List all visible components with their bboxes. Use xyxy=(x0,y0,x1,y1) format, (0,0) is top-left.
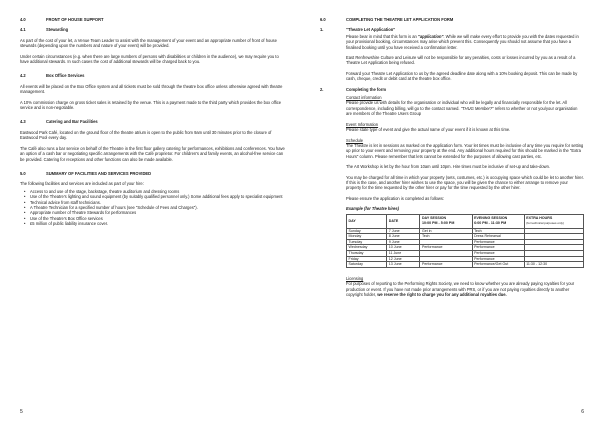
table-cell: 9 June xyxy=(387,239,420,245)
schedule-paragraph-1: The Theatre is let in sessions as marked on the application form. Your let times must be inclusive of any time you require for setting up prior to your event and removing your property at the end. Any additional hours required for this should be marked in the "Extra Hours" column. Please remember that lets cannot be extended for the purposes of allowing cast parties, etc. xyxy=(346,142,584,159)
application-paragraph-2: East Renfrewshire Culture and Leisure will not be responsible for any penalties, costs or losses incurred by you as a result of a Theatre Let Application being refused. xyxy=(346,55,576,66)
contact-info-title: Contact information xyxy=(346,95,382,101)
table-cell: 7 June xyxy=(387,228,420,234)
section-4-0-heading: 4.0 FRONT OF HOUSE SUPPORT xyxy=(20,17,104,22)
right-column xyxy=(320,17,584,302)
table-cell: Performance xyxy=(420,245,472,251)
table-cell: Thursday xyxy=(347,250,387,256)
table-header-evening-session: EVENING SESSION 6:00 PM - 11:30 PM xyxy=(472,214,524,228)
page-number: 6 xyxy=(581,408,584,415)
schedule-paragraph-2: The Art Workshop is let by the hour from 10am until 10pm. Hire times must be inclusive of set-up and take-down. xyxy=(346,164,551,170)
contact-info-paragraph: Please provide us with details for the organisation or individual who will be legally and financially responsible for the let. All correspondence, including billing, will go to the contact named. "THUG Member?" refers to whether or not you/your organisation are members of the Theatre Users Group xyxy=(346,100,578,117)
schedule-title: Schedule xyxy=(346,137,364,143)
table-cell: 11 June xyxy=(387,250,420,256)
list-item: • Appropriate number of Theatre Stewards for performances xyxy=(20,210,286,215)
box-office-paragraph-1: All events will be placed on the Box Office system and all tickets must be sold through the theatre box office unless otherwise agreed with theatre management. xyxy=(20,83,283,95)
table-cell: Performance/Get Out xyxy=(472,262,524,268)
section-4-1-heading: 4.1 Stewarding xyxy=(20,27,69,33)
section-4-2-heading: 4.2 Box Office Services xyxy=(20,73,85,79)
table-cell: Saturday xyxy=(347,262,387,268)
list-item: • Access to and use of the stage, backstage, theatre auditorium and dressing rooms xyxy=(20,189,286,194)
table-cell: Performance xyxy=(472,239,524,245)
table-cell: 11:30 - 12:30 xyxy=(524,262,583,268)
table-header-extra-hours: EXTRA HOURS (for technical purposes only) xyxy=(524,214,583,228)
table-cell: Get in xyxy=(420,228,472,234)
event-info-title: Event Information xyxy=(346,121,379,127)
facilities-list xyxy=(20,189,286,227)
table-row xyxy=(347,262,584,268)
list-item: • £5 million of public liability insurance cover. xyxy=(20,221,286,226)
example-schedule-table xyxy=(346,214,584,268)
table-cell: Monday xyxy=(347,234,387,240)
table-cell: Performance xyxy=(420,262,472,268)
item-2: 2. Completing the form Contact information Please provide us with details for the organisation or individual who will be legally and financially responsible for the let. All correspondence, including billing, will go to the contact named. "THUG Member?" refers to whether or not you/your organisation are members of the Theatre Users Group Event Information Please state type of event and give the actual name of your event if it is known at this time. Schedule The Theatre is let in sessions as marked on the application form. Your let times must be inclusive of any time you require for setting up prior to your event and removing your property at the end. Any additional hours required for this should be marked in the "Extra Hours" column. Please remember that lets cannot be extended for the purposes of allowing cast parties, etc. The Art Workshop is let by the hour from 10am until 10pm. Hire times must be inclusive of set-up and take-down. You may be charged for all time in which your property (sets, costumes, etc.) is occupying space which could be let to another hirer. If this is the case, and another hirer wishes to use the space, you will be given the chance to either arrange to remove your property for the time requested by the other hirer or pay for the time requested by the other hirer. Please ensure the application is completed as follows: Example (for Theatre hires) DAY DATE DAY SESSION 10:00 PM - 5:00 PM EVENING SESSION 6:00 PM - 11:30 PM EXTRA HOURS (for technical purposes only) Sunday 7 June Get in Tech Monday 8 June Tech Dress Rehearsal Tuesday 9 June Performance Wednesday 10 June Performance Performance Thursday 11 June Performance Friday 12 June Performance Saturday 13 June Performance Performance/Get Out 11:30 - 12:30 Licensing For purposes of reporting to the Performing Rights Society, we need to know whether you are already paying royalties for your production or event. If you have not made prior arrangements with PRS, or if you are not paying royalties directly to another copyright holder, we reserve the right to charge you for any additional royalties due. xyxy=(320,86,584,297)
example-title: Example (for Theatre hires) xyxy=(346,206,400,212)
table-header-day: DAY xyxy=(347,214,387,228)
left-column xyxy=(20,17,286,227)
licensing-title: Licensing xyxy=(346,275,364,281)
table-header-row xyxy=(347,214,584,228)
table-cell: 13 June xyxy=(387,262,420,268)
list-item: • A Theatre Technician for a specified number of hours (see "Schedule of Fees and Charges"). xyxy=(20,205,286,210)
catering-paragraph-2: The Café also runs a bar service on behalf of the Theatre in the first floor gallery catering for performances, exhibitions and conferences. You have an option of a cash bar or negotiating specific arrangements with the Café proprietor. For children's and family events, an alcohol-free service can be provided. Catering for receptions and other functions can also be made available. xyxy=(20,145,285,162)
stewarding-paragraph-1: As part of the cost of your let, a Venue Team Leader to assist with the management of your event and an appropriate number of front of house stewards (depending upon the numbers and nature of your event) will be provided. xyxy=(20,37,277,49)
section-4-3-heading: 4.3 Catering and Bar Facilities xyxy=(20,119,98,125)
list-item: • Use of the Theatre's Box Office services xyxy=(20,216,286,221)
table-cell: Performance xyxy=(472,256,524,262)
table-cell: 12 June xyxy=(387,256,420,262)
schedule-paragraph-3: You may be charged for all time in which your property (sets, costumes, etc.) is occupying space which could be let to another hirer. If this is the case, and another hirer wishes to use the space, you will be given the chance to either arrange to remove your property for the time requested by the other hirer or pay for the time requested by the other hirer. xyxy=(346,174,584,191)
table-cell: Tech xyxy=(472,228,524,234)
item-1-heading: "Theatre Let Application" xyxy=(346,27,396,33)
application-paragraph-1: Please bear in mind that this form is an "application". While we will make every effort to provide you with the dates requested in your provisional booking, circumstances may arise which prevent this. Consequently you should not assume that you have a finalised booking until you have received a confirmation letter. xyxy=(346,33,579,50)
table-cell: Sunday xyxy=(347,228,387,234)
table-header-date: DATE xyxy=(387,214,420,228)
item-1: 1. "Theatre Let Application" Please bear in mind that this form is an "application". While we will make every effort to provide you with the dates requested in your provisional booking, circumstances may arise which prevent this. Consequently you should not assume that you have a finalised booking until you have received a confirmation letter. East Renfrewshire Culture and Leisure will not be responsible for any penalties, costs or losses incurred by you as a result of a Theatre Let Application being refused. Forward your Theatre Let Application to us by the agreed deadline date along with a 10% booking deposit. This can be made by cash, cheque, credit or debit card at the theatre box office. xyxy=(320,27,584,86)
catering-paragraph-1: Eastwood Park Café, located on the ground floor of the theatre atrium is open to the public from 9am until 30 minutes prior to the closure of Eastwood Pool every day. xyxy=(20,129,272,141)
list-item: • Use of the Theatre's lighting and sound equipment (by suitably qualified personnel only.) Some additional fees apply to specialist equipment xyxy=(20,194,286,199)
table-cell: Tuesday xyxy=(347,239,387,245)
table-header-day-session: DAY SESSION 10:00 PM - 5:00 PM xyxy=(420,214,472,228)
item-2-heading: Completing the form xyxy=(346,86,387,92)
table-cell: Tech xyxy=(420,234,472,240)
table-cell: 10 June xyxy=(387,245,420,251)
event-info-paragraph: Please state type of event and give the actual name of your event if it is known at this time. xyxy=(346,127,511,133)
table-cell: 8 June xyxy=(387,234,420,240)
table-cell: Performance xyxy=(472,245,524,251)
table-cell: Performance xyxy=(472,250,524,256)
licensing-paragraph: For purposes of reporting to the Performing Rights Society, we need to know whether you are already paying royalties for your production or event. If you have not made prior arrangements with PRS, or if you are not paying royalties directly to another copyright holder, we reserve the right to charge you for any additional royalties due. xyxy=(346,281,575,297)
table-cell: Wednesday xyxy=(347,245,387,251)
facilities-intro: The following facilities and services are included as part of your hire: xyxy=(20,181,144,187)
page-number: 5 xyxy=(20,408,23,415)
section-5-0-heading: 5.0 SUMMARY OF FACILITIES AND SERVICES PROVIDED xyxy=(20,170,152,176)
stewarding-paragraph-2: Under certain circumstances (e.g. when there are large numbers of persons with disabilities or children in the audience), we may require you to have additional stewards. In such cases the cost of additional stewards will be charged back to you. xyxy=(20,53,279,65)
section-6-0-heading: 6.0 COMPLETING THE THEATRE LET APPLICATION FORM xyxy=(320,17,454,22)
list-item: • Technical advice from staff technicians. xyxy=(20,200,286,205)
application-paragraph-3: Forward your Theatre Let Application to us by the agreed deadline date along with a 10% booking deposit. This can be made by cash, cheque, credit or debit card at the theatre box office. xyxy=(346,70,578,82)
box-office-paragraph-2: A 10% commission charge on gross ticket sales is retained by the venue. This is a payment made to the third party which provides the box office service and is non-negotiable. xyxy=(20,99,282,111)
table-cell: Dress Rehearsal xyxy=(472,234,524,240)
table-cell: Friday xyxy=(347,256,387,262)
schedule-paragraph-4: Please ensure the application is completed as follows: xyxy=(346,195,445,201)
right-page xyxy=(300,0,600,424)
